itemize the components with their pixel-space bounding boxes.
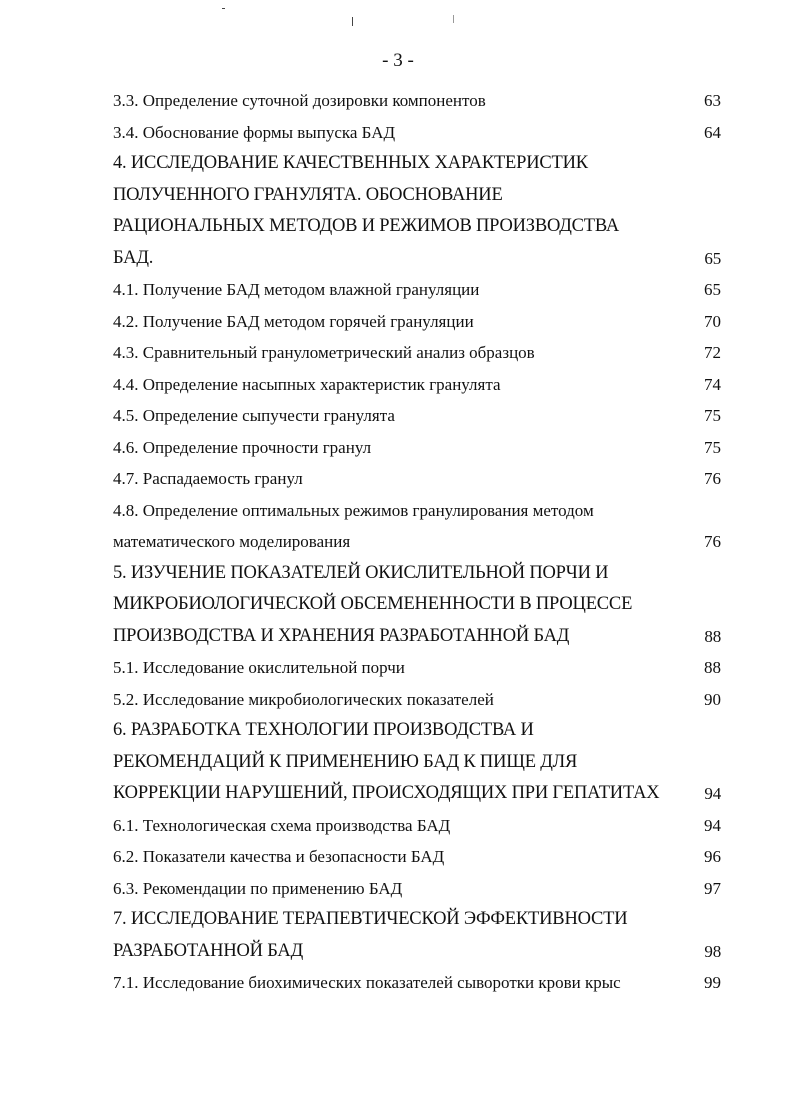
toc-entry-page: 65 <box>704 248 721 268</box>
toc-entry-title: БАД. <box>113 247 154 268</box>
toc-entry-page: 70 <box>704 311 721 331</box>
toc-entry-title: 4.2. Получение БАД методом горячей грануляции <box>113 311 474 331</box>
toc-entry <box>113 652 721 684</box>
toc-entry-title: 6.2. Показатели качества и безопасности БАД <box>113 847 445 866</box>
toc-entry-title: 6.1. Технологическая схема производства БАД <box>113 815 451 835</box>
toc-entry <box>113 117 721 149</box>
toc-entry <box>113 337 721 369</box>
toc-entry <box>113 180 721 212</box>
toc-entry-title: 4.7. Распадаемость гранул <box>113 469 303 488</box>
toc-entry-title: МИКРОБИОЛОГИЧЕСКОЙ ОБСЕМЕНЕННОСТИ В ПРОЦЕССЕ <box>113 594 633 614</box>
toc-entry <box>113 526 721 558</box>
toc-entry-title: 4.6. Определение прочности гранул <box>113 437 372 457</box>
toc-entry-title: 3.4. Обоснование формы выпуска БАД <box>113 122 396 142</box>
toc-entry-title: КОРРЕКЦИИ НАРУШЕНИЙ, ПРОИСХОДЯЩИХ ПРИ ГЕПАТИТАХ <box>113 783 660 803</box>
toc-entry <box>113 778 721 810</box>
toc-entry-page: 97 <box>704 878 721 898</box>
toc-entry-page: 72 <box>704 343 721 362</box>
toc-entry-title: РЕКОМЕНДАЦИЙ К ПРИМЕНЕНИЮ БАД К ПИЩЕ ДЛЯ <box>113 751 578 772</box>
toc-entry-page: 74 <box>704 374 721 394</box>
toc-entry <box>113 432 721 464</box>
toc-entry-title: ПОЛУЧЕННОГО ГРАНУЛЯТА. ОБОСНОВАНИЕ <box>113 184 503 205</box>
toc-entry-page: 88 <box>704 658 721 677</box>
toc-entry-page: 76 <box>704 469 721 488</box>
toc-entry <box>113 243 721 275</box>
toc-entry <box>113 589 721 621</box>
toc-entry-page: 94 <box>704 784 721 803</box>
toc-entry-title: 4.8. Определение оптимальных режимов гранулирования методом <box>113 500 594 520</box>
toc-entry-title: 4.1. Получение БАД методом влажной грануляции <box>113 280 480 299</box>
toc-entry-page: 75 <box>704 437 721 457</box>
toc-entry-page: 99 <box>704 973 721 992</box>
toc-entry-title: математического моделирования <box>113 532 351 551</box>
toc-entry <box>113 810 721 842</box>
toc-entry <box>113 967 721 999</box>
toc-entry <box>113 306 721 338</box>
toc-entry-page: 94 <box>704 815 721 835</box>
toc-entry-page: 76 <box>704 532 721 551</box>
toc-entry-title: 5.2. Исследование микробиологических показателей <box>113 689 494 709</box>
toc-entry-title: 4. ИССЛЕДОВАНИЕ КАЧЕСТВЕННЫХ ХАРАКТЕРИСТИК <box>113 153 588 173</box>
toc-entry-title: 4.3. Сравнительный гранулометрический анализ образцов <box>113 343 535 362</box>
toc-entry-title: 3.3. Определение суточной дозировки компонентов <box>113 91 486 110</box>
toc-entry-page: 88 <box>704 626 721 646</box>
toc-entry <box>113 904 721 936</box>
toc-entry <box>113 621 721 653</box>
toc-entry-title: 7.1. Исследование биохимических показателей сыворотки крови крыс <box>113 973 621 992</box>
toc-entry-title: 4.5. Определение сыпучести гранулята <box>113 406 395 425</box>
toc-entry <box>113 558 721 590</box>
scan-speck <box>222 8 225 9</box>
toc-entry <box>113 463 721 495</box>
toc-entry <box>113 400 721 432</box>
toc-entry <box>113 684 721 716</box>
toc-entry-page: 98 <box>704 941 721 961</box>
table-of-contents <box>113 85 721 999</box>
toc-entry-title: 6.3. Рекомендации по применению БАД <box>113 878 403 898</box>
toc-entry-page: 90 <box>704 689 721 709</box>
toc-entry <box>113 747 721 779</box>
toc-entry <box>113 148 721 180</box>
toc-entry <box>113 495 721 527</box>
toc-entry-title: 5.1. Исследование окислительной порчи <box>113 658 405 677</box>
toc-entry-page: 75 <box>704 406 721 425</box>
toc-entry-title: 5. ИЗУЧЕНИЕ ПОКАЗАТЕЛЕЙ ОКИСЛИТЕЛЬНОЙ ПОРЧИ И <box>113 562 609 583</box>
toc-entry <box>113 85 721 117</box>
toc-entry-title: РАЦИОНАЛЬНЫХ МЕТОДОВ И РЕЖИМОВ ПРОИЗВОДСТВА <box>113 216 620 236</box>
toc-entry-title: 4.4. Определение насыпных характеристик гранулята <box>113 374 501 394</box>
scan-speck <box>453 15 454 23</box>
toc-entry <box>113 841 721 873</box>
toc-entry-page: 65 <box>704 280 721 299</box>
toc-entry <box>113 936 721 968</box>
toc-entry-page: 64 <box>704 122 721 142</box>
page-number: - 3 - <box>382 50 414 71</box>
toc-entry-title: РАЗРАБОТАННОЙ БАД <box>113 940 303 961</box>
toc-entry <box>113 873 721 905</box>
scan-speck <box>352 17 353 26</box>
toc-entry-title: 7. ИССЛЕДОВАНИЕ ТЕРАПЕВТИЧЕСКОЙ ЭФФЕКТИВНОСТИ <box>113 909 628 929</box>
toc-entry <box>113 211 721 243</box>
toc-entry-title: 6. РАЗРАБОТКА ТЕХНОЛОГИИ ПРОИЗВОДСТВА И <box>113 720 534 740</box>
toc-entry <box>113 369 721 401</box>
toc-entry <box>113 715 721 747</box>
toc-entry <box>113 274 721 306</box>
toc-entry-page: 63 <box>704 91 721 110</box>
toc-entry-page: 96 <box>704 847 721 866</box>
toc-entry-title: ПРОИЗВОДСТВА И ХРАНЕНИЯ РАЗРАБОТАННОЙ БАД <box>113 625 570 646</box>
